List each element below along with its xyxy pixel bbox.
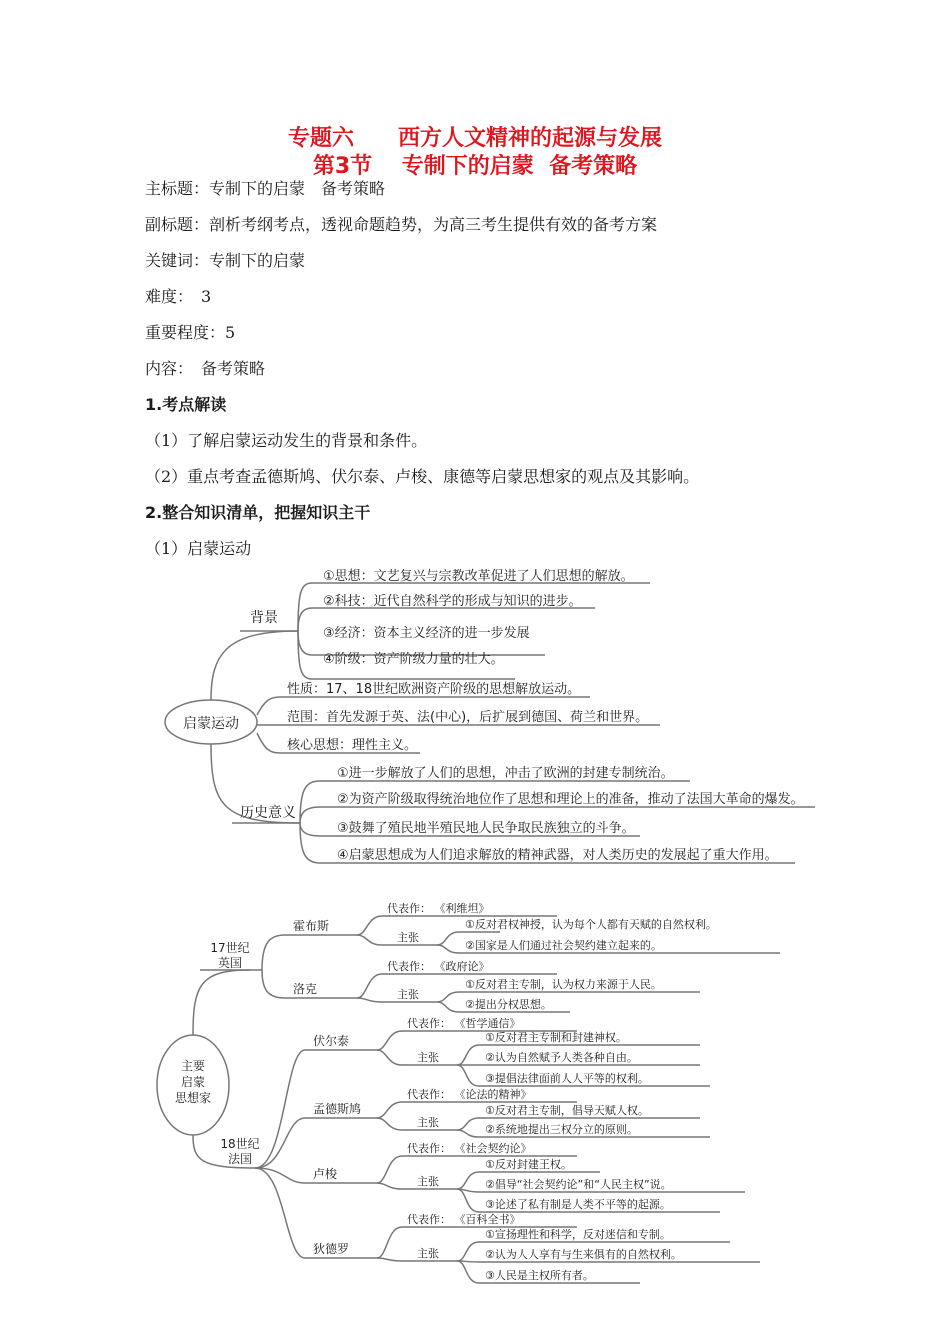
work-label: 代表作： 《政府论》 (387, 960, 490, 973)
claim-item-connector (457, 1045, 479, 1065)
background-label: 背景 (250, 610, 278, 626)
claim-item: ②倡导“社会契约论”和“人民主权”说。 (485, 1178, 672, 1191)
claim-item-connector (457, 1130, 479, 1137)
claim-label: 主张 (417, 1116, 439, 1129)
claim-item: ①反对君主专制，认为权力来源于人民。 (465, 978, 662, 991)
claim-label: 主张 (417, 1247, 439, 1260)
claim-item: ③提倡法律面前人人平等的权利。 (485, 1072, 649, 1085)
claim-label: 主张 (397, 931, 419, 944)
section1-item: （1）了解启蒙运动发生的背景和条件。 (145, 431, 428, 450)
keywords-line: 关键词：专制下的启蒙 (145, 251, 306, 270)
thinker-name: 卢梭 (313, 1167, 338, 1181)
work-connector (377, 1227, 402, 1258)
claim-item: ③人民是主权所有者。 (485, 1269, 594, 1282)
claim-connector (377, 1118, 402, 1130)
significance-item: ③鼓舞了殖民地半殖民地人民争取民族独立的斗争。 (337, 821, 635, 836)
claim-item: ①反对君主专制和封建神权。 (485, 1031, 627, 1044)
work-connector (357, 974, 382, 998)
claim-item-connector (437, 992, 459, 1002)
claim-item-connector (437, 945, 459, 953)
mindmap1-root-label: 启蒙运动 (183, 716, 239, 732)
work-label: 代表作： 《哲学通信》 (407, 1017, 521, 1030)
claim-item-connector (457, 1065, 479, 1086)
background-item: ②科技：近代自然科学的形成与知识的进步。 (323, 594, 582, 609)
section1-heading: 1.考点解读 (145, 395, 227, 414)
significance-label: 历史意义 (240, 805, 296, 821)
work-connector (377, 1102, 402, 1118)
claim-connector (377, 1050, 402, 1065)
work-connector (377, 1031, 402, 1050)
importance-line: 重要程度：5 (145, 323, 236, 342)
thinker-name: 伏尔泰 (313, 1034, 350, 1048)
section2-sub1: （1）启蒙运动 (145, 539, 252, 558)
mindmap2-root-label: 思想家 (174, 1091, 212, 1105)
claim-item: ②国家是人们通过社会契约建立起来的。 (465, 939, 662, 952)
claim-item-connector (457, 1242, 479, 1261)
background-item: ①思想：文艺复兴与宗教改革促进了人们思想的解放。 (323, 569, 634, 584)
claim-item: ②认为自然赋予人类各种自由。 (485, 1051, 638, 1064)
scope-item: 范围：首先发源于英、法(中心)，后扩展到德国、荷兰和世界。 (287, 710, 649, 725)
doc-title-line1: 专题六 西方人文精神的起源与发展 (287, 126, 662, 151)
difficulty-line: 难度： 3 (145, 287, 212, 306)
claim-item: ②认为人人享有与生来俱有的自然权利。 (485, 1248, 682, 1261)
england-label: 英国 (217, 956, 243, 970)
main-title-line: 主标题：专制下的启蒙 备考策略 (145, 179, 386, 198)
content-line: 内容： 备考策略 (145, 359, 266, 378)
work-label: 代表作： 《利维坦》 (387, 902, 490, 915)
mindmap2-root-label: 主要 (180, 1059, 206, 1073)
claim-item-connector (437, 1002, 459, 1012)
claim-item: ①反对君主专制，倡导天赋人权。 (485, 1104, 649, 1117)
thinkers-mindmap (0, 890, 950, 1290)
claim-item-connector (437, 932, 459, 945)
significance-item: ②为资产阶级取得统治地位作了思想和理论上的准备，推动了法国大革命的爆发。 (337, 792, 804, 807)
thinker-name: 狄德罗 (313, 1242, 350, 1256)
claim-label: 主张 (417, 1175, 439, 1188)
thinker-name: 霍布斯 (293, 919, 330, 933)
doc-title-line2: 第3节 专制下的启蒙 备考策略 (312, 154, 638, 179)
france-label: 法国 (227, 1152, 253, 1166)
claim-item: ②提出分权思想。 (465, 998, 552, 1011)
significance-item: ④启蒙思想成为人们追求解放的精神武器，对人类历史的发展起了重大作用。 (337, 848, 778, 863)
claim-item-connector (457, 1172, 479, 1189)
background-item: ③经济：资本主义经济的进一步发展 (323, 626, 530, 641)
thinker-name: 孟德斯鸠 (313, 1102, 362, 1116)
subtitle-line: 副标题：剖析考纲考点，透视命题趋势，为高三考生提供有效的备考方案 (145, 215, 658, 234)
work-label: 代表作： 《论法的精神》 (407, 1088, 532, 1101)
claim-connector (377, 1183, 402, 1189)
section1-item: （2）重点考查孟德斯鸠、伏尔泰、卢梭、康德等启蒙思想家的观点及其影响。 (145, 467, 700, 486)
claim-item: ①宣扬理性和科学，反对迷信和专制。 (485, 1228, 671, 1241)
claim-item: ②系统地提出三权分立的原则。 (485, 1123, 638, 1136)
claim-connector (357, 935, 382, 945)
claim-label: 主张 (397, 988, 419, 1001)
background-item: ④阶级：资产阶级力量的壮大。 (323, 652, 504, 667)
claim-connector (377, 1258, 402, 1261)
claim-item-connector (457, 1118, 479, 1130)
work-label: 代表作： 《百科全书》 (407, 1213, 521, 1226)
section2-heading: 2.整合知识清单，把握知识主干 (145, 503, 371, 522)
work-connector (357, 916, 382, 935)
thinker-name: 洛克 (293, 982, 318, 996)
core-item: 核心思想：理性主义。 (287, 738, 418, 753)
claim-item: ①反对君权神授，认为每个人都有天赋的自然权利。 (465, 918, 717, 931)
enlightenment-mindmap (0, 555, 950, 885)
england-label: 17世纪 (210, 941, 250, 955)
mindmap2-root-label: 启蒙 (180, 1075, 206, 1089)
claim-connector (357, 998, 382, 1002)
work-label: 代表作： 《社会契约论》 (407, 1142, 532, 1155)
significance-item: ①进一步解放了人们的思想，冲击了欧洲的封建专制统治。 (337, 766, 674, 781)
thinker-branches (285, 901, 780, 1283)
france-label: 18世纪 (220, 1137, 260, 1151)
claim-item: ③论述了私有制是人类不平等的起源。 (485, 1198, 671, 1211)
claim-label: 主张 (417, 1051, 439, 1064)
work-connector (377, 1156, 402, 1183)
nature-item: 性质：17、18世纪欧洲资产阶级的思想解放运动。 (287, 682, 581, 697)
claim-item-connector (457, 1261, 479, 1283)
claim-item: ①反对封建王权。 (485, 1158, 572, 1171)
